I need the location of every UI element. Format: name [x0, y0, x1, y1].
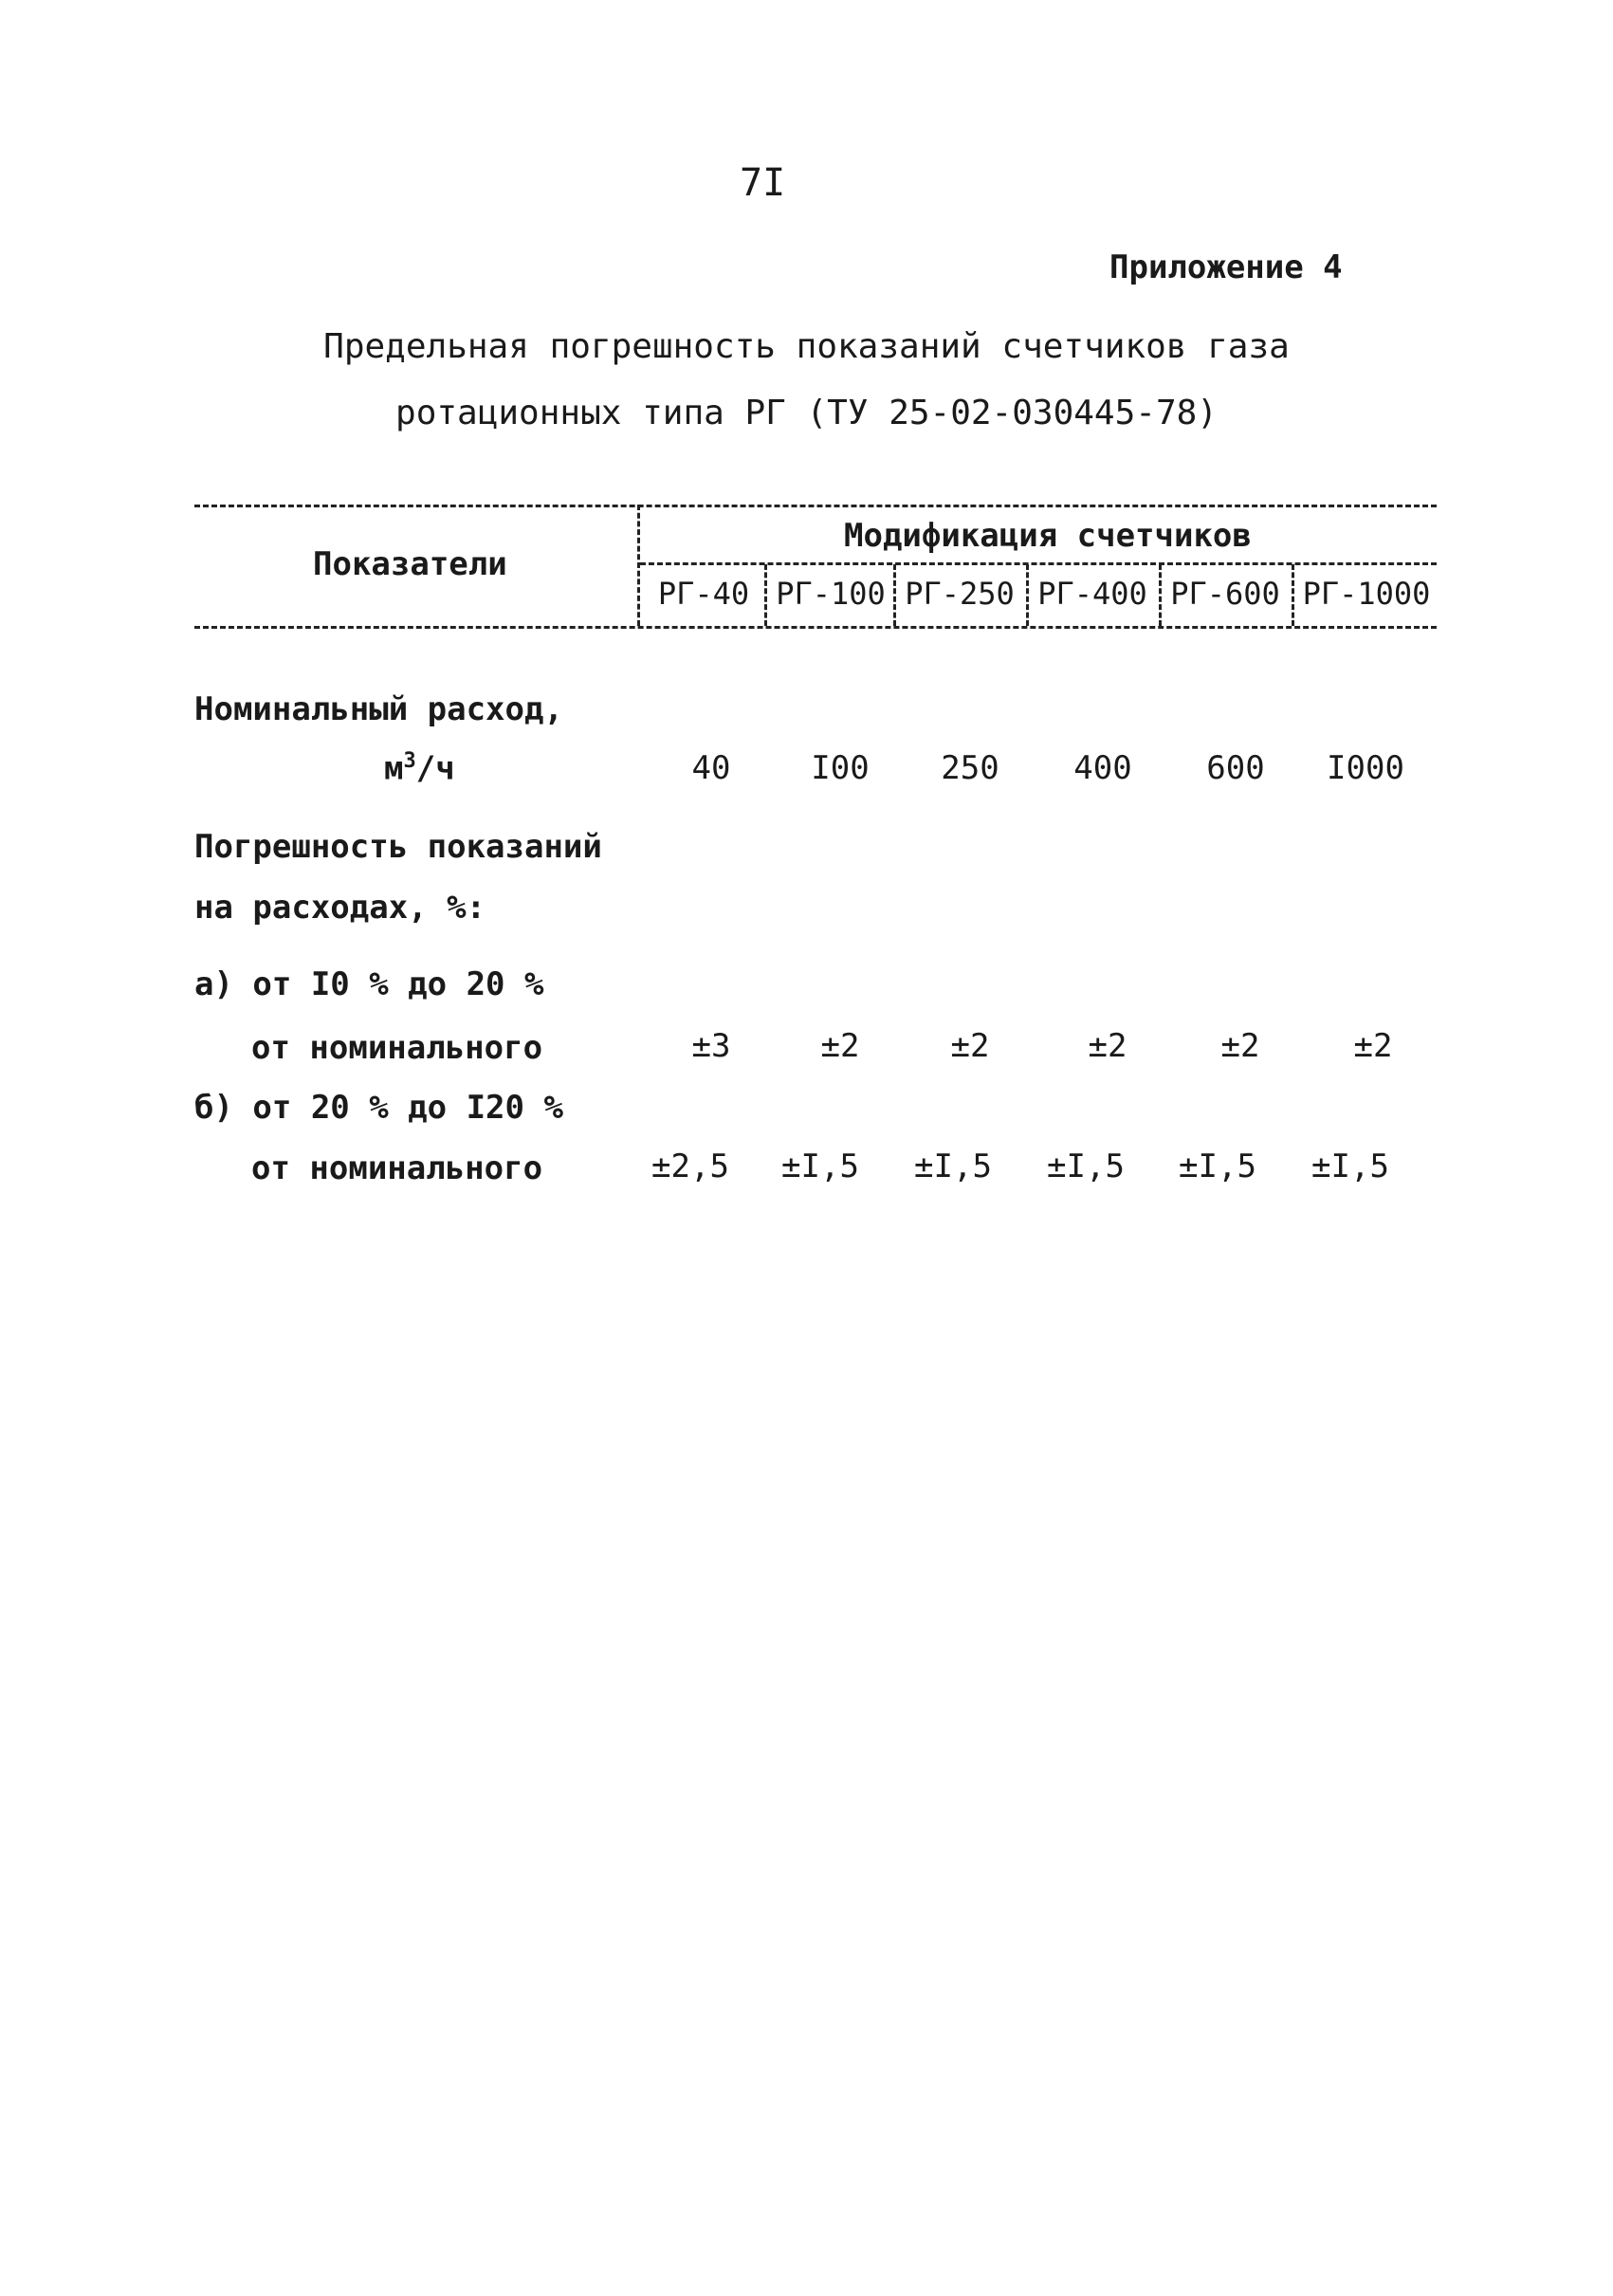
page-number: 7I — [740, 161, 786, 205]
nominal-value: 250 — [941, 749, 999, 787]
range-a-value: ±2 — [950, 1027, 990, 1065]
range-a-label-line-1: а) от I0 % до 20 % — [194, 965, 544, 1003]
modification-column-header: Модификация счетчиков — [844, 517, 1252, 555]
range-b-value: ±I,5 — [1047, 1148, 1125, 1185]
unit-exponent: 3 — [403, 749, 416, 773]
range-b-label-line-2: от номинального — [251, 1149, 543, 1187]
error-label-line-2: на расходах, %: — [194, 889, 486, 927]
modification-cell: РГ-600 — [1170, 576, 1280, 612]
nominal-value: 400 — [1073, 749, 1132, 787]
nominal-flow-label: Номинальный расход, — [194, 690, 563, 728]
range-a-value: ±2 — [1353, 1027, 1393, 1065]
table-title-line-2: ротационных типа РГ (ТУ 25-02-030445-78) — [395, 394, 1218, 432]
nominal-value: I000 — [1327, 749, 1404, 787]
indicator-column-header: Показатели — [313, 545, 507, 583]
modification-cell: РГ-250 — [905, 576, 1015, 612]
nominal-value: I00 — [811, 749, 870, 787]
range-a-label-line-2: от номинального — [251, 1029, 543, 1067]
table-header-bottom-rule — [194, 626, 1437, 629]
modification-cell: РГ-100 — [776, 576, 886, 612]
error-label-line-1: Погрешность показаний — [194, 828, 602, 866]
range-a-value: ±2 — [820, 1027, 860, 1065]
nominal-flow-unit — [384, 749, 455, 787]
modification-cell: РГ-400 — [1037, 576, 1147, 612]
range-b-value: ±I,5 — [781, 1148, 859, 1185]
range-b-value: ±I,5 — [1311, 1148, 1389, 1185]
range-b-label-line-1: б) от 20 % до I20 % — [194, 1089, 563, 1127]
nominal-value: 40 — [691, 749, 731, 787]
range-b-value: ±I,5 — [914, 1148, 992, 1185]
modification-cell: РГ-40 — [657, 576, 750, 612]
range-b-value: ±I,5 — [1179, 1148, 1256, 1185]
nominal-value: 600 — [1206, 749, 1265, 787]
modification-header-rule — [640, 562, 1437, 565]
range-a-value: ±2 — [1088, 1027, 1127, 1065]
unit-base: м — [384, 749, 404, 788]
modification-cell: РГ-1000 — [1302, 576, 1431, 612]
appendix-label: Приложение 4 — [1109, 248, 1343, 286]
mod-divider-5 — [1292, 564, 1294, 626]
range-b-value: ±2,5 — [651, 1148, 729, 1185]
table-title-line-1: Предельная погрешность показаний счетчиков газа — [323, 327, 1290, 366]
table-top-rule — [194, 505, 1437, 507]
range-a-value: ±3 — [691, 1027, 731, 1065]
unit-rest: /ч — [415, 749, 455, 788]
range-a-value: ±2 — [1220, 1027, 1260, 1065]
